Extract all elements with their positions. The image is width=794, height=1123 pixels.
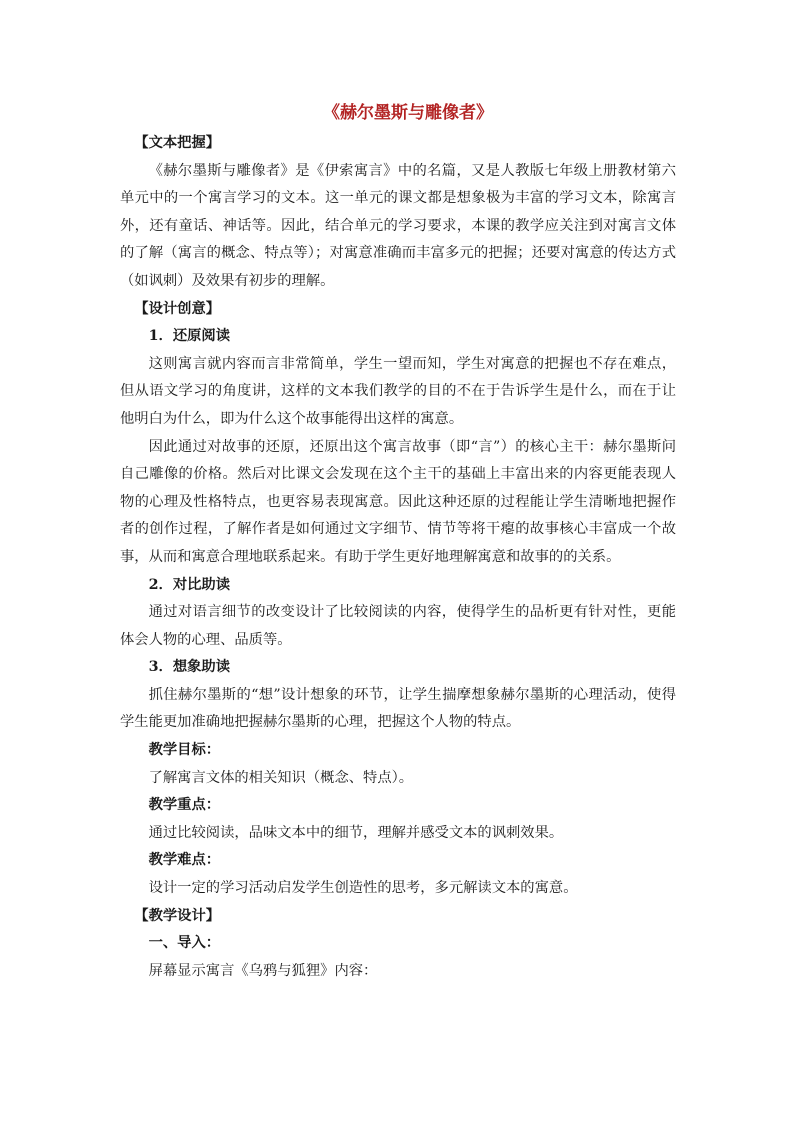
- heading-introduction: 一、导入：: [148, 935, 221, 952]
- paragraph-teaching-goal: 了解寓言文体的相关知识（概念、特点）。: [148, 769, 414, 786]
- document-body: [120, 100, 676, 985]
- subheading-restore-reading: 1．还原阅读: [148, 328, 231, 345]
- subheading-contrast-reading: 2．对比助读: [148, 576, 231, 593]
- paragraph-teaching-key: 通过比较阅读，品味文本中的细节，理解并感受文本的讽刺效果。: [148, 824, 564, 841]
- section-heading-text-grasp: 【文本把握】: [134, 135, 221, 151]
- paragraph-text-grasp: 《赫尔墨斯与雕像者》是《伊索寓言》中的名篇，又是人教版七年级上册教材第六单元中的一个寓言学习的文本。这一单元的课文都是想象极为丰富的学习文本，除寓言外，还有童话、神话等。因此，结合单元的学习要求，本课的教学应关注到对寓言文体的了解（寓言的概念、特点等）；对寓意准确而丰富多元的把握；还要对寓意的传达方式（如讽刺）及效果有初步的理解。: [120, 162, 676, 289]
- section-heading-teaching-design: 【教学设计】: [134, 907, 221, 924]
- paragraph-restore-reading-1: 这则寓言就内容而言非常简单，学生一望而知，学生对寓意的把握也不存在难点，但从语文学习的角度讲，这样的文本我们教学的目的不在于告诉学生是什么，而在于让他明白为什么，即为什么这个故事能得出这样的寓意。: [120, 355, 676, 427]
- paragraph-imagination-reading: 抓住赫尔墨斯的“想”设计想象的环节，让学生揣摩想象赫尔墨斯的心理活动，使得学生能更加准确地把握赫尔墨斯的心理，把握这个人物的特点。: [120, 686, 676, 731]
- subheading-imagination-reading: 3．想象助读: [148, 659, 231, 676]
- paragraph-restore-reading-2: 因此通过对故事的还原，还原出这个寓言故事（即“言”）的核心主干：赫尔墨斯问自己雕像的价格。然后对比课文会发现在这个主干的基础上丰富出来的内容更能表现人物的心理及性格特点，也更容易表现寓意。因此这种还原的过程能让学生清晰地把握作者的创作过程，了解作者是如何通过文字细节、情节等将干瘪的故事核心丰富成一个故事，从而和寓意合理地联系起来。有助于学生更好地理解寓意和故事的的关系。: [120, 438, 676, 565]
- section-heading-design-idea: 【设计创意】: [134, 300, 221, 317]
- heading-teaching-difficulty: 教学难点：: [148, 852, 221, 869]
- paragraph-contrast-reading: 通过对语言细节的改变设计了比较阅读的内容，使得学生的品析更有针对性，更能体会人物的心理、品质等。: [120, 604, 676, 648]
- paragraph-introduction: 屏幕显示寓言《乌鸦与狐狸》内容：: [148, 962, 378, 979]
- heading-teaching-goal: 教学目标：: [148, 742, 221, 759]
- document-title: 《赫尔墨斯与雕像者》: [323, 103, 493, 123]
- paragraph-teaching-difficulty: 设计一定的学习活动启发学生创造性的思考，多元解读文本的寓意。: [148, 880, 578, 897]
- heading-teaching-key: 教学重点：: [148, 797, 221, 814]
